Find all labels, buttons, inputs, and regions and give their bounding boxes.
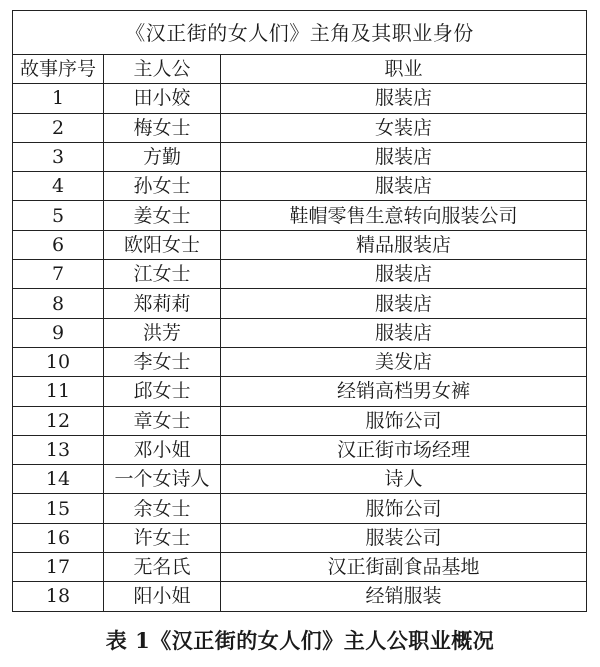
story-number-cell: 4 xyxy=(13,172,104,201)
story-number-cell: 15 xyxy=(13,494,104,523)
story-number-cell: 17 xyxy=(13,553,104,582)
story-number-cell: 18 xyxy=(13,582,104,611)
protagonist-cell: 余女士 xyxy=(104,494,221,523)
occupation-cell: 女装店 xyxy=(221,113,587,142)
story-number-cell: 10 xyxy=(13,347,104,376)
story-number-cell: 11 xyxy=(13,377,104,406)
story-number-cell: 16 xyxy=(13,523,104,552)
occupation-cell: 经销服装 xyxy=(221,582,587,611)
protagonist-cell: 一个女诗人 xyxy=(104,465,221,494)
table-row xyxy=(13,553,587,582)
table-header-row xyxy=(13,55,587,84)
protagonist-cell: 孙女士 xyxy=(104,172,221,201)
story-number-cell: 8 xyxy=(13,289,104,318)
table-row xyxy=(13,347,587,376)
protagonist-cell: 姜女士 xyxy=(104,201,221,230)
occupation-cell: 服装店 xyxy=(221,289,587,318)
occupation-table xyxy=(12,10,587,612)
table-row xyxy=(13,260,587,289)
protagonist-cell: 江女士 xyxy=(104,260,221,289)
table-row xyxy=(13,230,587,259)
protagonist-cell: 邓小姐 xyxy=(104,435,221,464)
occupation-cell: 汉正街市场经理 xyxy=(221,435,587,464)
protagonist-cell: 章女士 xyxy=(104,406,221,435)
story-number-cell: 5 xyxy=(13,201,104,230)
occupation-cell: 美发店 xyxy=(221,347,587,376)
story-number-cell: 12 xyxy=(13,406,104,435)
protagonist-cell: 李女士 xyxy=(104,347,221,376)
table-caption: 表 1《汉正街的女人们》主人公职业概况 xyxy=(105,628,495,653)
occupation-cell: 服饰公司 xyxy=(221,494,587,523)
story-number-cell: 13 xyxy=(13,435,104,464)
protagonist-cell: 田小姣 xyxy=(104,84,221,113)
protagonist-cell: 无名氏 xyxy=(104,553,221,582)
table-body xyxy=(13,84,587,611)
header-occupation: 职业 xyxy=(221,55,587,84)
protagonist-cell: 方勤 xyxy=(104,142,221,171)
table-title-row xyxy=(13,11,587,55)
occupation-cell: 鞋帽零售生意转向服装公司 xyxy=(221,201,587,230)
occupation-cell: 服装店 xyxy=(221,84,587,113)
occupation-cell: 服装店 xyxy=(221,142,587,171)
header-story-number: 故事序号 xyxy=(13,55,104,84)
table-row xyxy=(13,582,587,611)
occupation-cell: 服装店 xyxy=(221,260,587,289)
occupation-cell: 诗人 xyxy=(221,465,587,494)
story-number-cell: 14 xyxy=(13,465,104,494)
protagonist-cell: 洪芳 xyxy=(104,318,221,347)
table-row xyxy=(13,435,587,464)
table-row xyxy=(13,523,587,552)
protagonist-cell: 梅女士 xyxy=(104,113,221,142)
occupation-cell: 服装店 xyxy=(221,172,587,201)
occupation-cell: 服饰公司 xyxy=(221,406,587,435)
table-row xyxy=(13,494,587,523)
story-number-cell: 2 xyxy=(13,113,104,142)
table-row xyxy=(13,377,587,406)
occupation-cell: 服装店 xyxy=(221,318,587,347)
protagonist-cell: 郑莉莉 xyxy=(104,289,221,318)
story-number-cell: 6 xyxy=(13,230,104,259)
header-protagonist: 主人公 xyxy=(104,55,221,84)
occupation-cell: 精品服装店 xyxy=(221,230,587,259)
occupation-cell: 汉正街副食品基地 xyxy=(221,553,587,582)
story-number-cell: 7 xyxy=(13,260,104,289)
protagonist-cell: 欧阳女士 xyxy=(104,230,221,259)
protagonist-cell: 阳小姐 xyxy=(104,582,221,611)
occupation-cell: 服装公司 xyxy=(221,523,587,552)
table-row xyxy=(13,289,587,318)
protagonist-cell: 邱女士 xyxy=(104,377,221,406)
occupation-table-container xyxy=(12,10,586,612)
table-row xyxy=(13,142,587,171)
table-row xyxy=(13,406,587,435)
story-number-cell: 1 xyxy=(13,84,104,113)
table-row xyxy=(13,465,587,494)
table-row xyxy=(13,84,587,113)
story-number-cell: 9 xyxy=(13,318,104,347)
table-row xyxy=(13,113,587,142)
story-number-cell: 3 xyxy=(13,142,104,171)
occupation-cell: 经销高档男女裤 xyxy=(221,377,587,406)
table-row xyxy=(13,318,587,347)
table-row xyxy=(13,201,587,230)
table-title: 《汉正街的女人们》主角及其职业身份 xyxy=(13,11,587,55)
protagonist-cell: 许女士 xyxy=(104,523,221,552)
table-row xyxy=(13,172,587,201)
